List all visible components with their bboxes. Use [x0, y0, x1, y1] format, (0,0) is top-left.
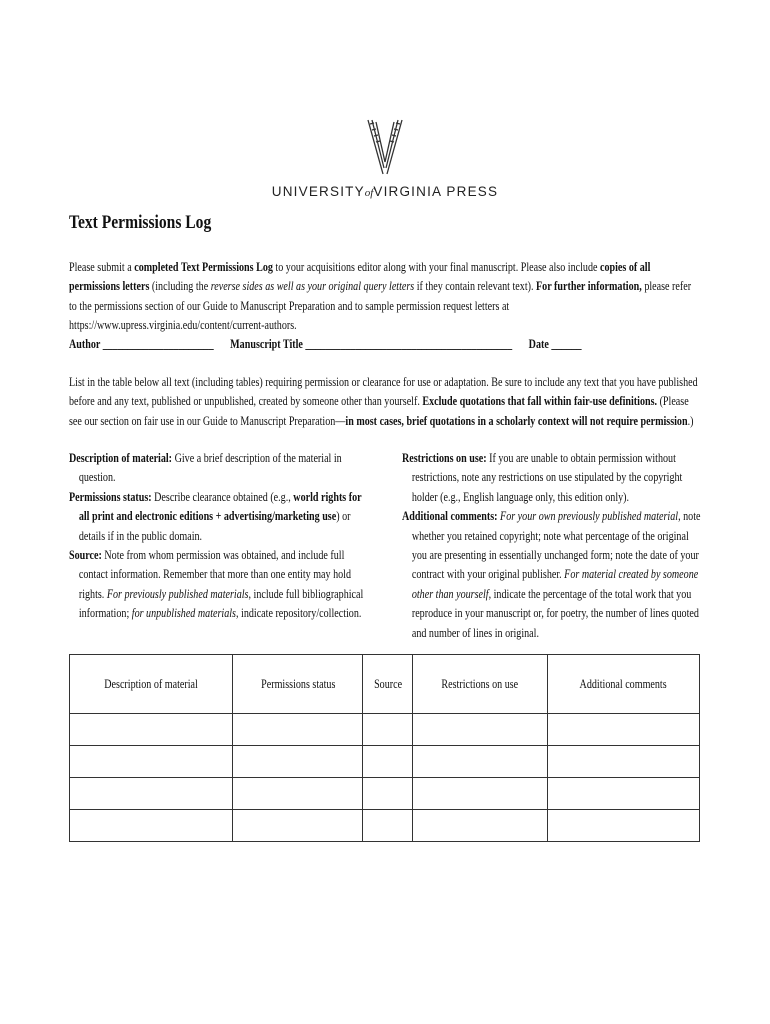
definition-permissions-status: Permissions status: Describe clearance obtained (e.g., world rights for all print and electronic editions + advertising/marketing use) or details if in the public domain. — [69, 489, 362, 543]
manuscript-title-field[interactable]: Manuscript Title _________________________________________ — [230, 337, 513, 351]
table-cell[interactable] — [413, 714, 547, 746]
definitions-right-column — [402, 449, 701, 643]
permissions-log-table — [69, 654, 700, 842]
table-cell[interactable] — [70, 810, 233, 842]
definition-restrictions: Restrictions on use: If you are unable to obtain permission without restrictions, note any restrictions on use stipulated by the copyright holder (e.g., English language only, this edition only). — [402, 451, 683, 504]
table-cell[interactable] — [413, 746, 547, 778]
definition-source: Source: Note from whom permission was obtained, and include full contact information. Remember that more than one entity may hold rights. For previously published materials, include full bibliographical information; for unpublished materials, indicate repository/collection. — [69, 548, 364, 621]
manuscript-meta-line — [69, 335, 692, 354]
table-cell[interactable] — [233, 810, 363, 842]
table-cell[interactable] — [363, 778, 413, 810]
table-cell[interactable] — [233, 714, 363, 746]
intro-paragraph: Please submit a completed Text Permissions Log to your acquisitions editor along with your final manuscript. Please also include copies of all permissions letters (including the reverse sides as well as your original query letters if they contain relevant text). For further information, please refer to the permissions section of our Guide to Manuscript Preparation and to sample permission request letters at https://www.upress.virginia.edu/content/current-authors. — [69, 260, 692, 333]
table-cell[interactable] — [547, 810, 699, 842]
table-cell[interactable] — [363, 714, 413, 746]
table-row — [70, 746, 700, 778]
definition-description: Description of material: Give a brief description of the material in question. — [69, 451, 342, 485]
table-cell[interactable] — [70, 778, 233, 810]
header-source: Source — [363, 655, 413, 714]
table-cell[interactable] — [233, 746, 363, 778]
page-title: Text Permissions Log — [69, 212, 212, 233]
wheat-sheaf-v-icon — [365, 118, 405, 178]
header-restrictions: Restrictions on use — [413, 655, 547, 714]
table-cell[interactable] — [363, 810, 413, 842]
header-permissions-status: Permissions status — [233, 655, 363, 714]
table-row — [70, 810, 700, 842]
date-field[interactable]: Date ______ — [528, 337, 582, 351]
header-additional-comments: Additional comments — [547, 655, 699, 714]
table-cell[interactable] — [413, 778, 547, 810]
publisher-name: UNIVERSITYofVIRGINIA PRESS — [271, 184, 499, 199]
header-description: Description of material — [70, 655, 233, 714]
table-cell[interactable] — [70, 746, 233, 778]
table-cell[interactable] — [413, 810, 547, 842]
definitions-left-column — [69, 449, 372, 624]
definition-additional-comments: Additional comments: For your own previously published material, note whether you retained copyright; note what percentage of the original you are presenting in essentially unchanged form; note the date of your contract with your original publisher. For material created by someone other than yourself, indicate the percentage of the total work that you reproduce in your manuscript or, for poetry, the number of lines quoted and number of lines in original. — [402, 509, 701, 640]
table-cell[interactable] — [363, 746, 413, 778]
table-row — [70, 778, 700, 810]
instructions-paragraph: List in the table below all text (including tables) requiring permission or clearance for use or adaptation. Be sure to include any text that you have published before and any text, published or unpublished, created by someone other than yourself. Exclude quotations that fall within fair-use definitions. (Please see our section on fair use in our Guide to Manuscript Preparation—in most cases, brief quotations in a scholarly context will not require permission.) — [69, 375, 698, 428]
publisher-logo — [250, 118, 520, 199]
table-header-row — [70, 655, 700, 714]
table-row — [70, 714, 700, 746]
table-cell[interactable] — [233, 778, 363, 810]
table-cell[interactable] — [70, 714, 233, 746]
table-cell[interactable] — [547, 746, 699, 778]
table-cell[interactable] — [547, 714, 699, 746]
table-cell[interactable] — [547, 778, 699, 810]
author-field[interactable]: Author ______________________ — [69, 337, 214, 351]
